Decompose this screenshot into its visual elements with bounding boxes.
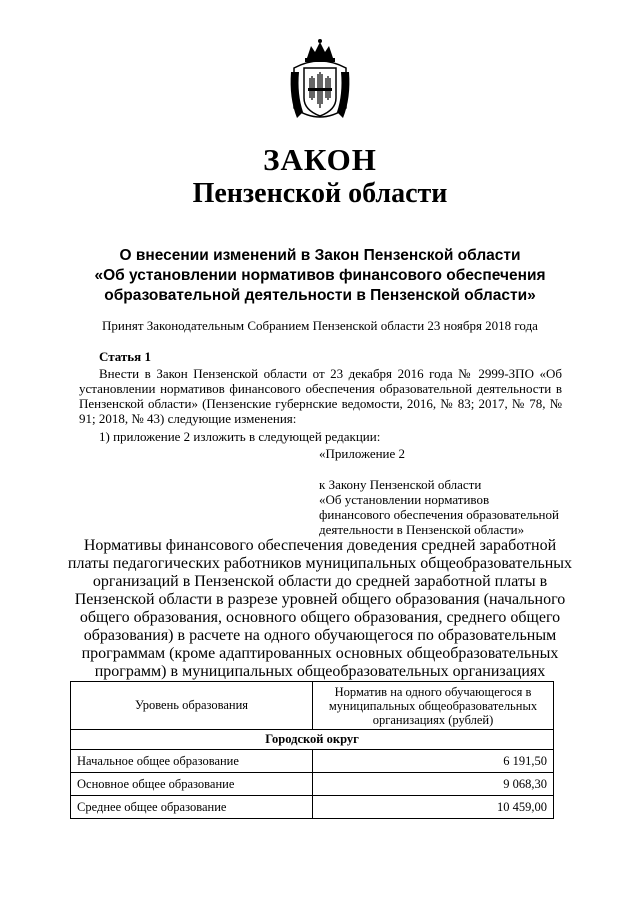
adoption-note: Принят Законодательным Собранием Пензенской области 23 ноября 2018 года	[102, 318, 538, 333]
article-title: Статья 1	[99, 349, 151, 364]
table-row	[71, 796, 554, 819]
appendix-line: деятельности в Пензенской области»	[319, 522, 525, 537]
row-level: Начальное общее образование	[71, 750, 313, 773]
heading-line: программ) в муниципальных общеобразовательных организациях	[94, 663, 546, 680]
law-subject	[60, 246, 580, 306]
law-title: ЗАКОН	[263, 142, 377, 177]
row-value: 6 191,50	[313, 750, 554, 773]
appendix-reference	[319, 446, 569, 537]
row-level: Среднее общее образование	[71, 796, 313, 819]
subject-line: образовательной деятельности в Пензенской области»	[104, 287, 536, 304]
heading-line: образования) в расчете на одного обучающегося по образовательным	[83, 627, 557, 644]
row-value: 9 068,30	[313, 773, 554, 796]
heading-line: Нормативы финансового обеспечения доведения средней заработной	[83, 537, 557, 554]
article-text: Внести в Закон Пензенской области от 23 декабря 2016 года № 2999-ЗПО «Об установлении нормативов финансового обеспечения образовательной деятельности в Пензенской области» (Пензенские губернские ведомости, 2016, № 83; 2017, № 78, № 91; 2018, № 43) следующие изменения:	[79, 366, 562, 426]
table-section-row	[71, 730, 554, 750]
row-level: Основное общее образование	[71, 773, 313, 796]
law-region: Пензенской области	[192, 178, 448, 209]
subject-line: «Об установлении нормативов финансового обеспечения	[94, 267, 546, 284]
column-header-level: Уровень образования	[71, 682, 313, 730]
norms-table	[70, 681, 554, 819]
heading-line: программам (кроме адаптированных основных общеобразовательных	[81, 645, 559, 662]
appendix-line: к Закону Пензенской области	[319, 477, 482, 492]
appendix-line: финансового обеспечения образовательной	[319, 507, 559, 522]
column-header-norm: Норматив на одного обучающегося в муниципальных общеобразовательных организациях (рублей)	[313, 682, 554, 730]
table-header-row	[71, 682, 554, 730]
heading-line: Пензенской области в разрезе уровней общего образования (начального	[74, 591, 566, 608]
table-row	[71, 773, 554, 796]
heading-line: платы педагогических работников муниципальных общеобразовательных	[67, 555, 573, 572]
appendix-line: «Об установлении нормативов	[319, 492, 490, 507]
norms-heading	[60, 537, 580, 681]
heading-line: организаций в Пензенской области до средней заработной платы в	[92, 573, 548, 590]
penza-coat-of-arms-icon	[289, 38, 351, 130]
section-label: Городской округ	[71, 730, 554, 750]
article-item: 1) приложение 2 изложить в следующей редакции:	[99, 429, 381, 444]
appendix-label: «Приложение 2	[319, 446, 406, 461]
table-row	[71, 750, 554, 773]
row-value: 10 459,00	[313, 796, 554, 819]
subject-line: О внесении изменений в Закон Пензенской области	[119, 247, 521, 264]
heading-line: общего образования, основного общего образования, среднего общего	[79, 609, 561, 626]
